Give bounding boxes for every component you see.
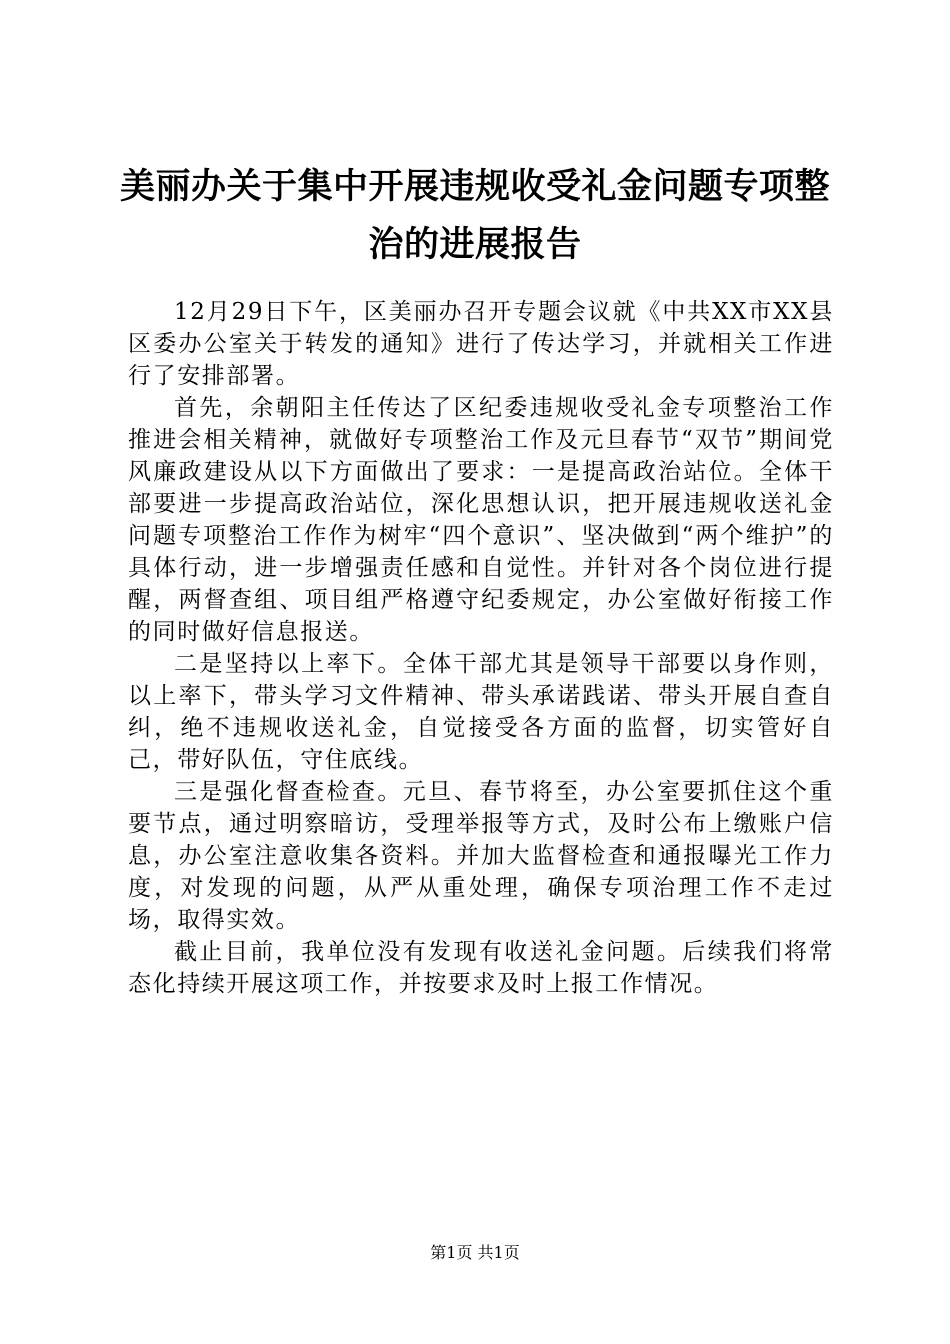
- paragraph-2: 首先，余朝阳主任传达了区纪委违规收受礼金专项整治工作推进会相关精神，就做好专项整治工作及元旦春节“双节”期间党风廉政建设从以下方面做出了要求：一是提高政治站位。全体干部要进一步提高政治站位，深化思想认识，把开展违规收送礼金问题专项整治工作作为树牢“四个意识”、坚决做到“两个维护”的具体行动，进一步增强责任感和自觉性。并针对各个岗位进行提醒，两督查组、项目组严格遵守纪委规定，办公室做好衔接工作的同时做好信息报送。: [128, 395, 834, 645]
- page-footer: 第1页 共1页: [430, 1243, 520, 1262]
- paragraph-3: 二是坚持以上率下。全体干部尤其是领导干部要以身作则，以上率下，带头学习文件精神、带头承诺践诺、带头开展自查自纠，绝不违规收送礼金，自觉接受各方面的监督，切实管好自己，带好队伍，守住底线。: [128, 651, 834, 773]
- paragraph-4: 三是强化督查检查。元旦、春节将至，办公室要抓住这个重要节点，通过明察暗访，受理举报等方式，及时公布上缴账户信息，办公室注意收集各资料。并加大监督检查和通报曝光工作力度，对发现的问题，从严从重处理，确保专项治理工作不走过场，取得实效。: [128, 779, 834, 933]
- paragraph-5: 截止目前，我单位没有发现有收送礼金问题。后续我们将常态化持续开展这项工作，并按要求及时上报工作情况。: [128, 939, 834, 997]
- document-title: 美丽办关于集中开展违规收受礼金问题专项整治的进展报告: [119, 167, 830, 265]
- paragraph-1: 12月29日下午，区美丽办召开专题会议就《中共XX市XX县区委办公室关于转发的通知》进行了传达学习，并就相关工作进行了安排部署。: [128, 299, 834, 389]
- document-body: [128, 296, 834, 1000]
